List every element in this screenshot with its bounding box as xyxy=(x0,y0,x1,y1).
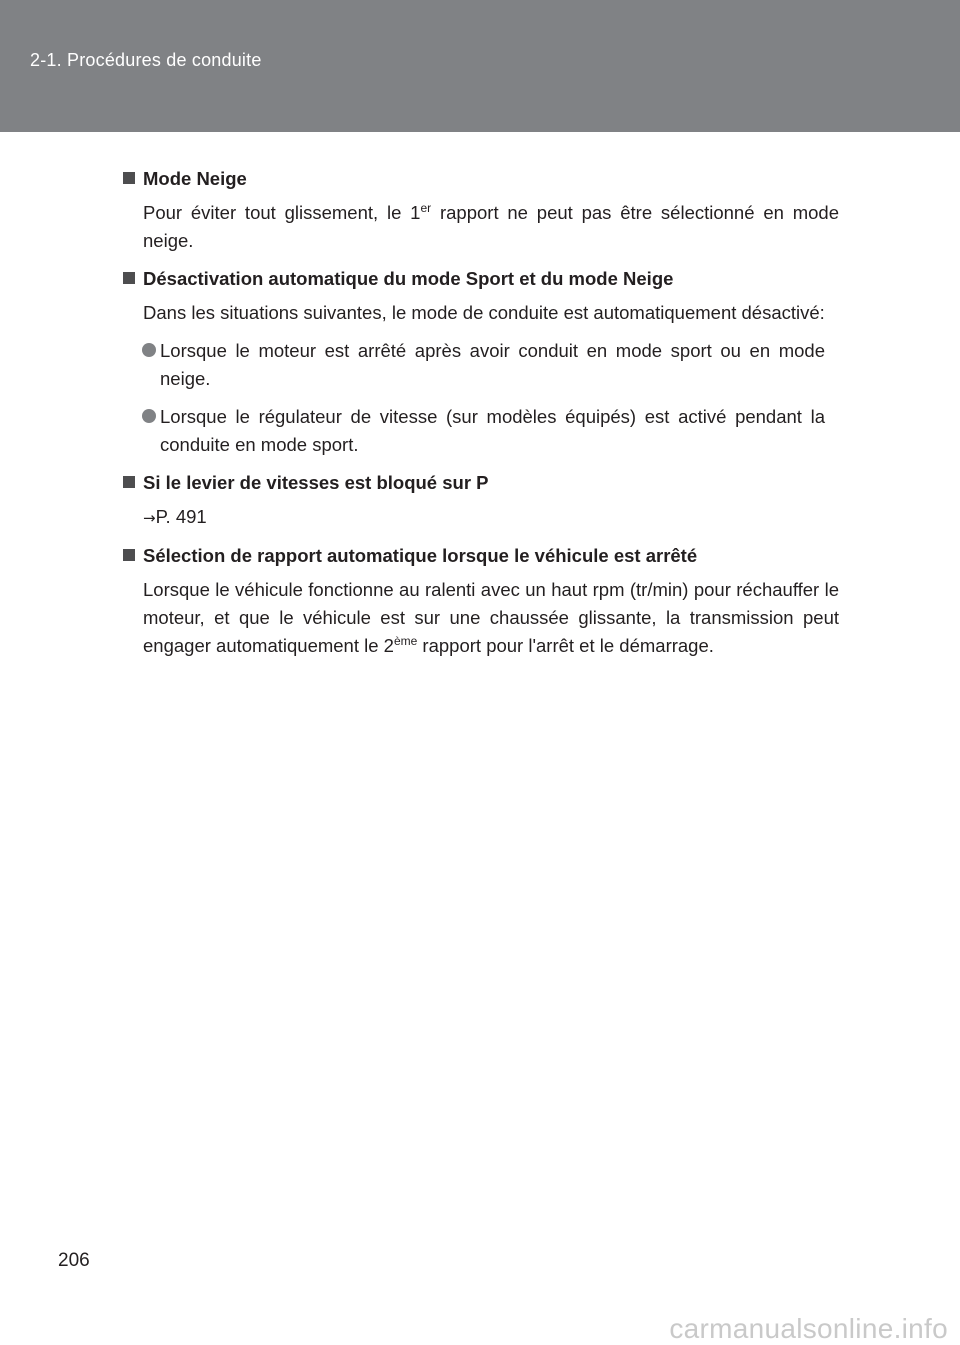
square-bullet-icon xyxy=(123,549,135,561)
section-paragraph: Lorsque le véhicule fonctionne au ralenti avec un haut rpm (tr/min) pour réchauffer le moteur, et que le véhicule est sur une chaussée glissante, la transmission peut engager automatiquement le 2ème rapport pour l'arrêt et le démarrage. xyxy=(143,579,839,656)
section-title: 2-1. Procédures de conduite xyxy=(30,50,262,70)
square-bullet-icon xyxy=(123,172,135,184)
watermark: carmanualsonline.info xyxy=(669,1313,948,1344)
square-bullet-icon xyxy=(123,272,135,284)
section-heading-mode-neige: Mode Neige xyxy=(123,165,839,193)
circle-bullet-icon xyxy=(142,409,156,423)
circle-bullet-icon xyxy=(142,343,156,357)
section-heading-selection-rapport: Sélection de rapport automatique lorsque le véhicule est arrêté xyxy=(123,542,839,570)
square-bullet-icon xyxy=(123,476,135,488)
page-header xyxy=(0,0,960,132)
section-heading-desactivation: Désactivation automatique du mode Sport et du mode Neige xyxy=(123,265,839,293)
list-item: Lorsque le régulateur de vitesse (sur modèles équipés) est activé pendant la conduite en mode sport. xyxy=(123,403,825,459)
page-reference[interactable]: →P. 491 xyxy=(143,506,207,527)
list-item: Lorsque le moteur est arrêté après avoir conduit en mode sport ou en mode neige. xyxy=(123,337,825,393)
section-paragraph: Dans les situations suivantes, le mode de conduite est automatiquement désactivé: xyxy=(143,302,825,323)
section-heading-levier-bloque: Si le levier de vitesses est bloqué sur P xyxy=(123,469,839,497)
page-number: 206 xyxy=(58,1250,90,1271)
arrow-right-icon: → xyxy=(143,509,156,527)
section-paragraph: Pour éviter tout glissement, le 1er rapport ne peut pas être sélectionné en mode neige. xyxy=(143,200,839,251)
page-content xyxy=(123,165,839,670)
